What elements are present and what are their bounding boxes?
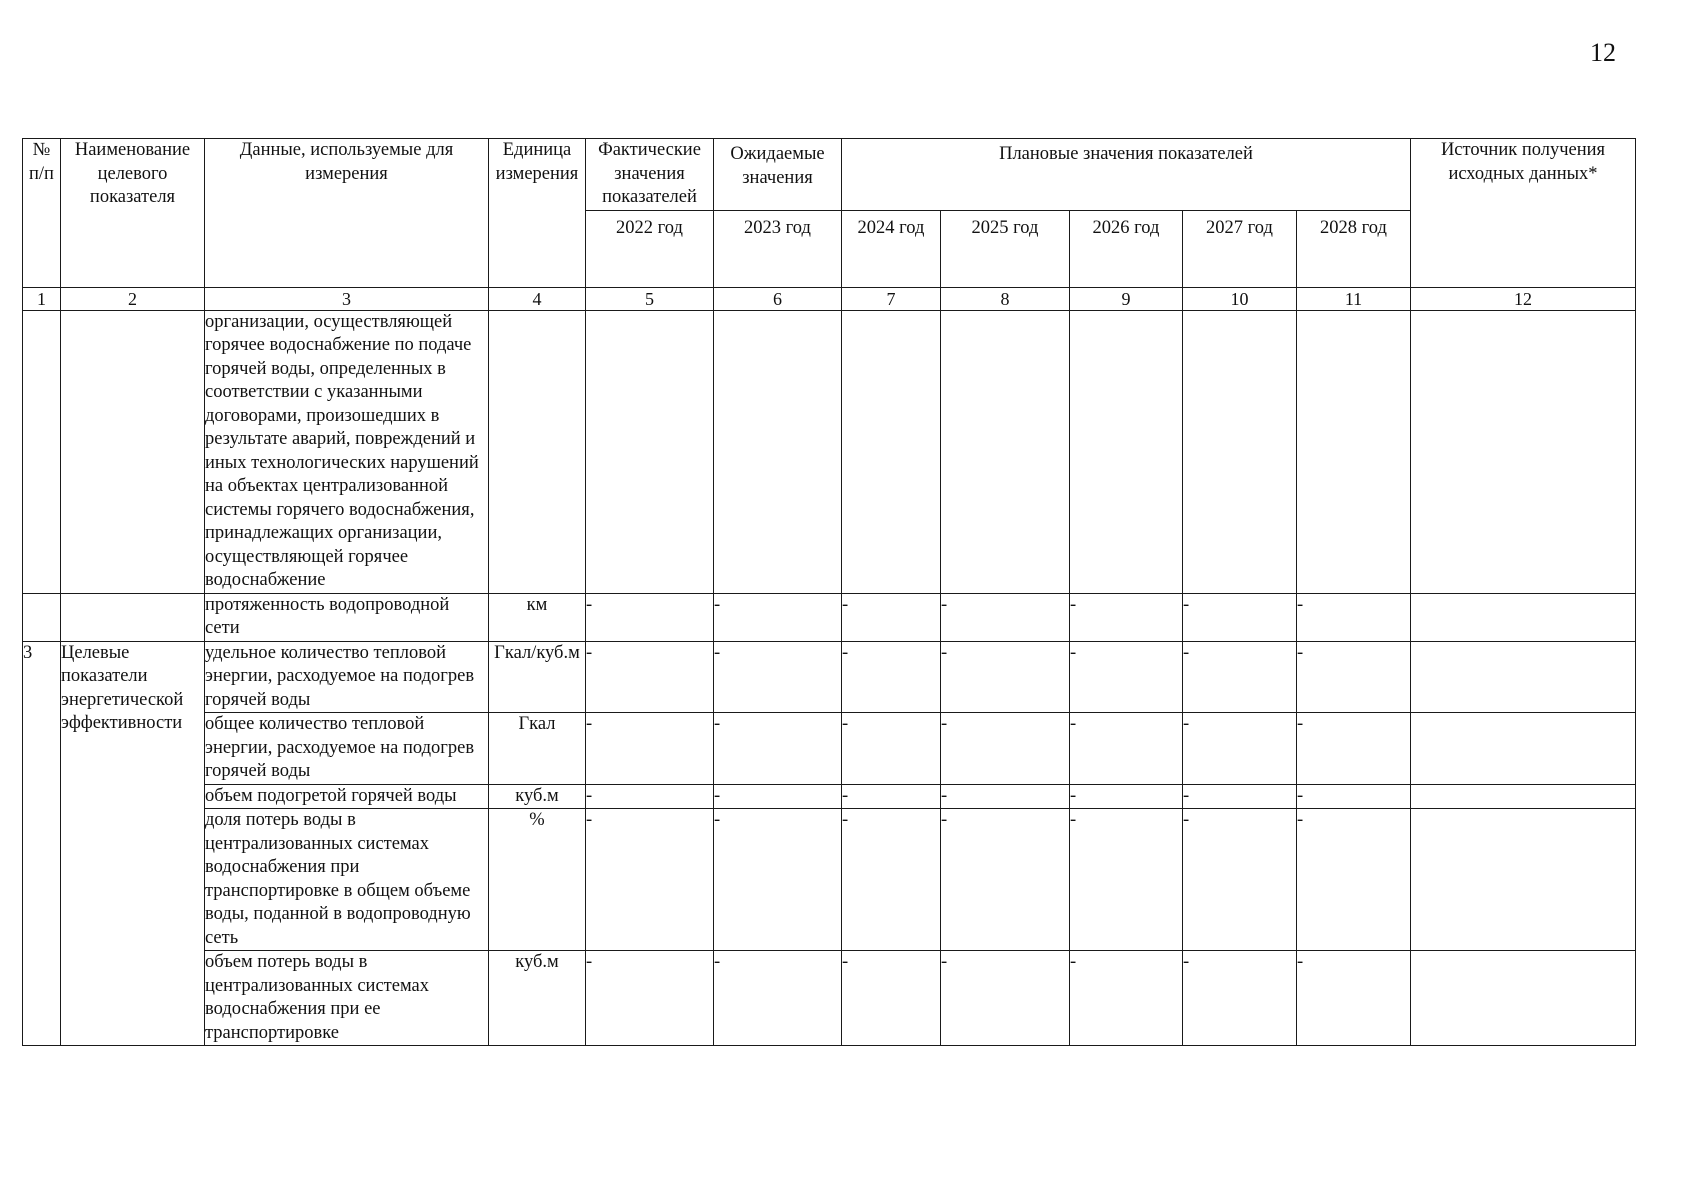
row-data-used: организации, осуществляющей горячее водоснабжение по подаче горячей воды, определенных в соответствии с указанными договорами, произошедших в результате аварий, повреждений и иных технологических нарушений на объектах централизованной системы горячего водоснабжения, принадлежащих организации, осуществляющей горячее водоснабжение [205,310,489,593]
row-unit: куб.м [489,784,586,809]
value-2023: - [714,641,842,713]
value-2023: - [714,809,842,951]
row-num [23,310,61,593]
header-data-used: Данные, используемые для измерения [205,139,489,288]
table-row [23,713,1636,785]
row-data-used: объем подогретой горячей воды [205,784,489,809]
value-2025: - [941,784,1070,809]
column-number: 6 [714,287,842,310]
value-2027: - [1183,713,1297,785]
table-row [23,784,1636,809]
row-source [1411,641,1636,713]
header-num: № п/п [23,139,61,288]
header-actual: Фактические значения показателей [586,139,714,211]
value-2026 [1070,310,1183,593]
value-2026: - [1070,641,1183,713]
value-2023: - [714,593,842,641]
header-unit: Единица измерения [489,139,586,288]
column-number: 11 [1297,287,1411,310]
value-2028 [1297,310,1411,593]
row-source [1411,310,1636,593]
row-source [1411,593,1636,641]
value-2024: - [842,713,941,785]
value-2025 [941,310,1070,593]
row-data-used: объем потерь воды в централизованных системах водоснабжения при ее транспортировке [205,951,489,1046]
value-2028: - [1297,809,1411,951]
column-number: 12 [1411,287,1636,310]
header-year-2027: 2027 год [1183,210,1297,287]
value-2022: - [586,951,714,1046]
value-2024 [842,310,941,593]
row-data-used: доля потерь воды в централизованных системах водоснабжения при транспортировке в общем объеме воды, поданной в водопроводную сеть [205,809,489,951]
header-source: Источник получения исходных данных* [1411,139,1636,288]
value-2022: - [586,713,714,785]
value-2026: - [1070,784,1183,809]
value-2024: - [842,784,941,809]
row-num [23,593,61,641]
value-2026: - [1070,593,1183,641]
value-2025: - [941,713,1070,785]
row-unit: куб.м [489,951,586,1046]
column-numbers-row [23,287,1636,310]
row-source [1411,951,1636,1046]
header-year-2025: 2025 год [941,210,1070,287]
value-2027: - [1183,784,1297,809]
row-unit [489,310,586,593]
row-num: 3 [23,641,61,1046]
value-2027: - [1183,951,1297,1046]
header-year-2028: 2028 год [1297,210,1411,287]
value-2024: - [842,951,941,1046]
row-unit: % [489,809,586,951]
value-2028: - [1297,713,1411,785]
value-2026: - [1070,951,1183,1046]
table-row [23,641,1636,713]
value-2022: - [586,809,714,951]
row-unit: Гкал [489,713,586,785]
header-year-2022: 2022 год [586,210,714,287]
column-number: 8 [941,287,1070,310]
column-number: 10 [1183,287,1297,310]
column-number: 5 [586,287,714,310]
row-indicator-name [61,593,205,641]
value-2025: - [941,951,1070,1046]
value-2022: - [586,641,714,713]
value-2023: - [714,784,842,809]
header-year-2024: 2024 год [842,210,941,287]
value-2024: - [842,593,941,641]
row-source [1411,784,1636,809]
value-2023 [714,310,842,593]
value-2028: - [1297,641,1411,713]
value-2023: - [714,713,842,785]
column-number: 3 [205,287,489,310]
value-2025: - [941,809,1070,951]
header-year-2026: 2026 год [1070,210,1183,287]
row-data-used: протяженность водопроводной сети [205,593,489,641]
table-row [23,310,1636,593]
column-number: 4 [489,287,586,310]
row-indicator-name [61,310,205,593]
header-planned: Плановые значения показателей [842,139,1411,211]
value-2024: - [842,809,941,951]
value-2026: - [1070,713,1183,785]
table-row [23,951,1636,1046]
row-unit: км [489,593,586,641]
value-2025: - [941,641,1070,713]
value-2027: - [1183,641,1297,713]
table-row [23,593,1636,641]
header-name: Наименование целевого показателя [61,139,205,288]
column-number: 9 [1070,287,1183,310]
row-data-used: общее количество тепловой энергии, расходуемое на подогрев горячей воды [205,713,489,785]
column-number: 1 [23,287,61,310]
header-expected: Ожидаемые значения [714,139,842,211]
column-number: 7 [842,287,941,310]
row-unit: Гкал/куб.м [489,641,586,713]
value-2028: - [1297,951,1411,1046]
value-2028: - [1297,593,1411,641]
value-2024: - [842,641,941,713]
value-2027: - [1183,593,1297,641]
value-2028: - [1297,784,1411,809]
value-2022: - [586,593,714,641]
column-number: 2 [61,287,205,310]
target-indicators-table [22,138,1636,1046]
row-source [1411,809,1636,951]
page-number: 12 [1590,38,1616,67]
row-source [1411,713,1636,785]
header-year-2023: 2023 год [714,210,842,287]
row-data-used: удельное количество тепловой энергии, расходуемое на подогрев горячей воды [205,641,489,713]
value-2022: - [586,784,714,809]
value-2026: - [1070,809,1183,951]
value-2022 [586,310,714,593]
table-row [23,809,1636,951]
value-2023: - [714,951,842,1046]
value-2027: - [1183,809,1297,951]
value-2027 [1183,310,1297,593]
value-2025: - [941,593,1070,641]
row-indicator-name: Целевые показатели энергетической эффективности [61,641,205,1046]
